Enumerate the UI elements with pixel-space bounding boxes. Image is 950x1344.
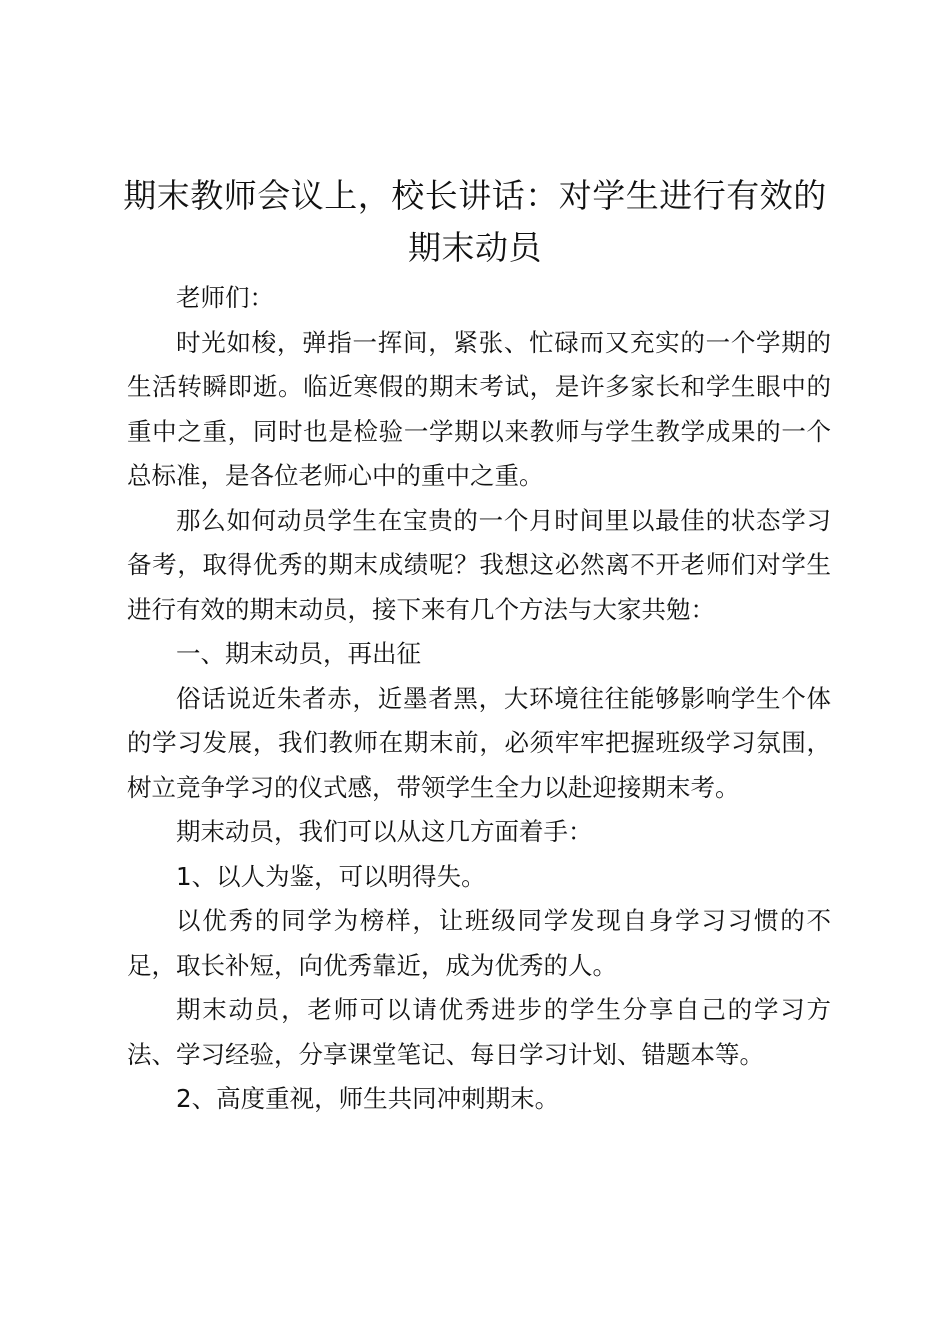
document-title: 期末教师会议上，校长讲话：对学生进行有效的期末动员 (123, 176, 827, 267)
paragraph: 以优秀的同学为榜样，让班级同学发现自身学习习惯的不足，取长补短，向优秀靠近，成为优秀的人。 (127, 906, 831, 980)
salutation: 老师们： (176, 283, 274, 312)
section-heading: 一、期末动员，再出征 (176, 639, 421, 668)
paragraph: 时光如梭，弹指一挥间，紧张、忙碌而又充实的一个学期的生活转瞬即逝。临近寒假的期末考试，是许多家长和学生眼中的重中之重，同时也是检验一学期以来教师与学生教学成果的一个总标准，是各位老师心中的重中之重。 (127, 327, 831, 490)
paragraph: 那么如何动员学生在宝贵的一个月时间里以最佳的状态学习备考，取得优秀的期末成绩呢？我想这必然离不开老师们对学生进行有效的期末动员，接下来有几个方法与大家共勉： (127, 505, 831, 624)
paragraph: 期末动员，老师可以请优秀进步的学生分享自己的学习方法、学习经验，分享课堂笔记、每日学习计划、错题本等。 (127, 995, 831, 1069)
document-body (127, 276, 831, 1122)
list-item: 1、以人为鉴，可以明得失。 (176, 861, 486, 891)
paragraph: 期末动员，我们可以从这几方面着手： (176, 817, 593, 846)
paragraph: 俗话说近朱者赤，近墨者黑，大环境往往能够影响学生个体的学习发展，我们教师在期末前，必须牢牢把握班级学习氛围，树立竞争学习的仪式感，带领学生全力以赴迎接期末考。 (127, 683, 831, 802)
list-item: 2、高度重视，师生共同冲刺期末。 (176, 1084, 560, 1113)
